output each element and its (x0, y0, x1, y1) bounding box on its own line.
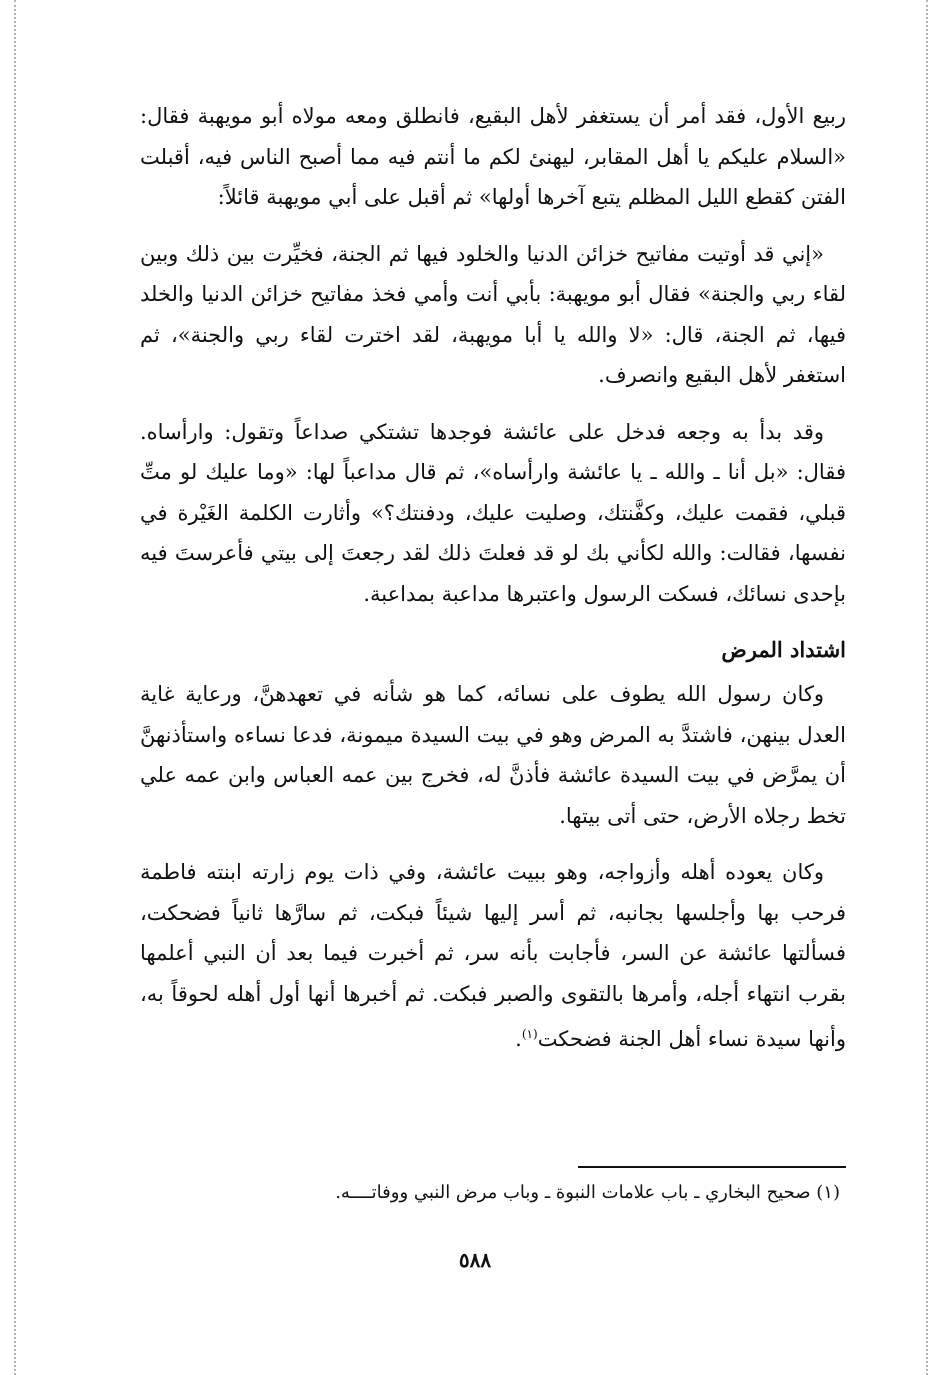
section-heading: اشتداد المرض (721, 637, 846, 662)
left-dotted-margin-line (14, 0, 16, 1375)
footnote: (١) صحيح البخاري ـ باب علامات النبوة ـ وباب مرض النبي ووفاتــــه. (335, 1182, 840, 1203)
paragraph-5 (140, 852, 846, 1060)
paragraph-5-text: وكان يعوده أهله وأزواجه، وهو ببيت عائشة، وفي ذات يوم زارته ابنته فاطمة فرحب بها وأجلسها بجانبه، ثم أسر إليها شيئاً فبكت، ثم سارَّها ثانياً فضحكت، فسألتها عائشة عن السر، فأجابت بأنه سر، ثم أخبرت فيما بعد أن النبي أعلمها بقرب انتهاء أجله، وأمرها بالتقوى والصبر فبكت. ثم أخبرها أنها أول أهله لحوقاً به، وأنها سيدة نساء أهل الجنة فضحكت (140, 860, 846, 1051)
body-text (140, 96, 846, 1076)
footnote-separator (578, 1166, 846, 1168)
page-number: ٥٨٨ (458, 1248, 492, 1272)
paragraph-3: وقد بدأ به وجعه فدخل على عائشة فوجدها تشتكي صداعاً وتقول: وارأساه. فقال: «بل أنا ـ والله ـ يا عائشة وارأساه»، ثم قال مداعباً لها: «وما عليك لو متِّ قبلي، فقمت عليك، وكفَّنتك، وصليت عليك، ودفنتك؟» وأثارت الكلمة الغَيْرة في نفسها، فقالت: والله لكأني بك لو قد فعلتَ ذلك لقد رجعتَ إلى بيتي فأعرستَ فيه بإحدى نسائك، فسكت الرسول واعتبرها مداعبة بمداعبة. (140, 419, 846, 606)
paragraph-2: «إني قد أوتيت مفاتيح خزائن الدنيا والخلود فيها ثم الجنة، فخيِّرت بين ذلك وبين لقاء ربي والجنة» فقال أبو مويهبة: بأبي أنت وأمي فخذ مفاتيح خزائن الدنيا والخلد فيها، ثم الجنة، قال: «لا والله يا أبا مويهبة، لقد اخترت لقاء ربي والجنة»، ثم استغفر لأهل البقيع وانصرف. (140, 241, 846, 387)
paragraph-4: وكان رسول الله يطوف على نسائه، كما هو شأنه في تعهدهنَّ، ورعاية غاية العدل بينهن، فاشتدَّ به المرض وهو في بيت السيدة ميمونة، فدعا نساءه واستأذنهنَّ أن يمرَّض في بيت السيدة عائشة فأذنَّ له، فخرج بين عمه العباس وابن عمه علي تخط رجلاه الأرض، حتى أتى بيتها. (140, 682, 846, 828)
right-dotted-margin-line (926, 0, 928, 1375)
paragraph-5-end: . (515, 1027, 522, 1051)
paragraph-1: ربيع الأول، فقد أمر أن يستغفر لأهل البقيع، فانطلق ومعه مولاه أبو مويهبة فقال: «السلام عليكم يا أهل المقابر، ليهنئ لكم ما أنتم فيه مما أصبح الناس فيه، أقبلت الفتن كقطع الليل المظلم يتبع آخرها أولها» ثم أقبل على أبي مويهبة قائلاً: (140, 104, 846, 209)
footnote-reference: (١) (521, 1027, 538, 1041)
